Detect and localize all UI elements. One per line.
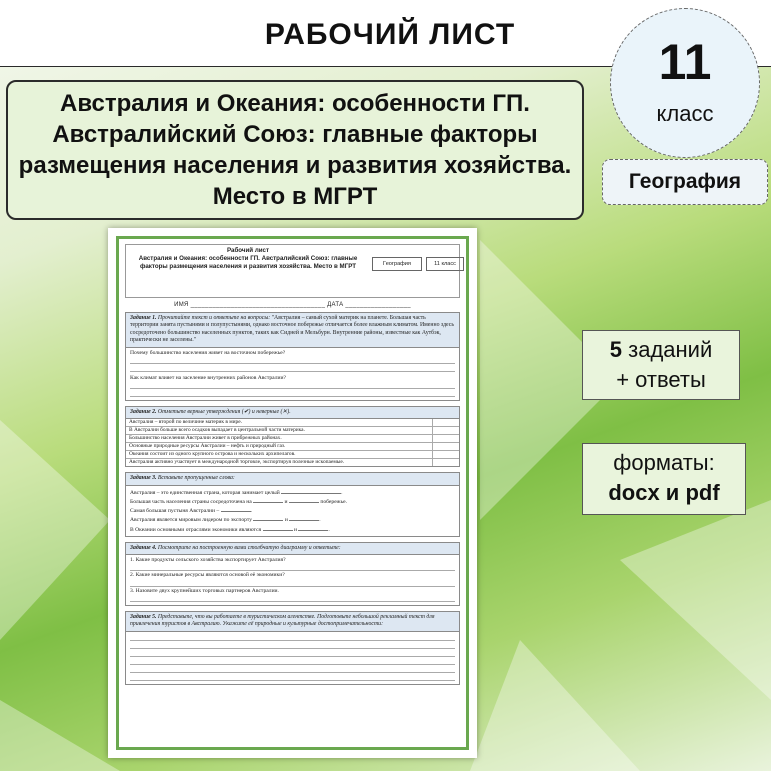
grade-word: класс [656, 101, 714, 126]
answer-line [130, 580, 455, 587]
task-4-question-2: 2. Какие минеральные ресурсы являются основой её экономики? [130, 572, 285, 579]
task-5-header [126, 612, 459, 632]
gap-text: Большая часть населения страны сосредоточена на [130, 499, 252, 506]
task-1-text: "Австралия – самый сухой материк на планете. Большая часть территории занята пустынями и полупустынями, однако восточное побережье отличается более влажным климатом. Именно здесь сосредоточено большинство населенных пунктов, таких как Сидней и Мельбурн. Внутренние районы, известные как Аутбэк, практически не заселены." [130, 315, 454, 344]
blank[interactable] [289, 497, 319, 503]
grade-number: 11 [658, 34, 712, 90]
date-label: ДАТА [327, 302, 344, 308]
gap-text: и [293, 526, 297, 533]
statements-table [126, 419, 459, 466]
statement-row [126, 459, 459, 466]
answers-note: + ответы [616, 367, 706, 392]
gap-line-4: Австралия является мировым лидером по экспорту и . [130, 517, 321, 524]
statement-text: Большинство населения Австралии живет в прибрежных районах. [126, 435, 433, 442]
blank[interactable] [281, 488, 341, 494]
mark-cell[interactable] [433, 451, 459, 458]
task-1-question-1: Почему большинство населения живет на восточном побережье? [130, 349, 286, 356]
statement-text: Океания состоит из одного крупного острова и нескольких архипелагов. [126, 451, 433, 458]
worksheet-title-line1: Рабочий лист [226, 247, 270, 254]
gap-text: Австралия является мировым лидером по экспорту [130, 517, 253, 524]
blank[interactable] [221, 506, 251, 512]
worksheet-title [130, 247, 366, 271]
task-4 [125, 542, 460, 606]
worksheet-subject-tag: География [372, 257, 422, 271]
task-4-header [126, 543, 459, 555]
mark-cell[interactable] [433, 419, 459, 426]
gap-text: побережье. [320, 499, 347, 506]
answer-line [130, 642, 455, 649]
answer-line [130, 382, 455, 389]
task-4-body [126, 555, 459, 605]
tasks-count-box [582, 330, 740, 400]
name-label: ИМЯ [174, 302, 189, 308]
mark-cell[interactable] [433, 427, 459, 434]
mark-cell[interactable] [433, 443, 459, 450]
formats-value: docx и pdf [608, 480, 720, 505]
task-4-instruction: Посмотрите на построенную вами столбчатую диаграмму и ответьте: [157, 544, 341, 551]
task-1-header [126, 313, 459, 348]
gap-text: В Океании основными отраслями экономики являются [130, 526, 262, 533]
task-3-body [126, 486, 459, 536]
answer-line [130, 390, 455, 397]
gap-line-5: В Океании основными отраслями экономики являются и . [130, 526, 330, 533]
statement-text: Основные природные ресурсы Австралии – нефть и природный газ. [126, 443, 433, 450]
task-3-instruction: Вставьте пропущенные слова: [157, 475, 235, 482]
blank[interactable] [298, 525, 328, 531]
tasks-count: 5 [609, 337, 622, 362]
task-5 [125, 611, 460, 685]
gap-text: Австралия – это единственная страна, которая занимает целый [130, 489, 280, 496]
answer-line [130, 564, 455, 571]
worksheet-title-topic: Австралия и Океания: особенности ГП. Австралийский Союз: главные факторы размещения населения и развития хозяйства. Место в МГРТ [138, 255, 358, 270]
mark-cell[interactable] [433, 459, 459, 466]
formats-label: форматы: [613, 450, 715, 475]
statement-row [126, 443, 459, 451]
blank[interactable] [289, 515, 319, 521]
task-1-question-2: Как климат влияет на заселение внутренних районов Австралии? [130, 374, 286, 381]
gap-line-1: Австралия – это единственная страна, которая занимает целый . [130, 489, 343, 496]
task-2-instruction: Отметьте верные утверждения (✔) и неверные (✕). [157, 409, 291, 416]
tasks-word: заданий [628, 337, 713, 362]
task-1 [125, 312, 460, 401]
answer-line [130, 674, 455, 681]
subject-tag: География [602, 159, 768, 205]
statement-text: Австралия активно участвует в международной торговле, экспортируя полезные ископаемые. [126, 459, 433, 466]
task-3-header [126, 473, 459, 485]
gap-line-3: Самая большая пустыня Австралии – . [130, 508, 253, 515]
statement-text: Австралия – второй по величине материк в мире. [126, 419, 433, 426]
task-4-question-1: 1. Какие продукты сельского хозяйства экспортирует Австралия? [130, 557, 286, 564]
statement-text: В Австралии больше всего осадков выпадает в центральной части материка. [126, 427, 433, 434]
answer-line [130, 666, 455, 673]
task-2-label: Задание 2. [130, 409, 157, 416]
task-5-instruction: Представьте, что вы работаете в туристическом агентстве. Подготовьте небольшой рекламный текст для привлечения туристов в Австралию. Укажите её природные и культурные достопримечательности: [130, 613, 435, 628]
gap-text: и [284, 499, 288, 506]
task-4-label: Задание 4. [130, 544, 157, 551]
task-3-label: Задание 3. [130, 475, 157, 482]
task-5-body [126, 632, 459, 684]
grade-badge [610, 8, 760, 158]
task-3 [125, 472, 460, 536]
task-2-header [126, 407, 459, 419]
answer-line [130, 634, 455, 641]
answer-line [130, 595, 455, 602]
mark-cell[interactable] [433, 435, 459, 442]
task-1-label: Задание 1. [130, 315, 157, 321]
blank[interactable] [253, 497, 283, 503]
task-5-label: Задание 5. [130, 613, 157, 620]
answer-line [130, 365, 455, 372]
answer-line [130, 658, 455, 665]
task-2 [125, 406, 460, 467]
gap-line-2 [130, 497, 455, 506]
worksheet-frame [116, 236, 469, 750]
name-date-line: ИМЯ _____________________________________ ДАТА __________________ [174, 302, 411, 308]
answer-line [130, 650, 455, 657]
gap-text: Самая большая пустыня Австралии – [130, 508, 220, 515]
blank[interactable] [253, 515, 283, 521]
task-1-instruction: Прочитайте текст и ответьте на вопросы: [157, 315, 271, 321]
task-4-question-3: 3. Назовите двух крупнейших торговых партнеров Австралии. [130, 587, 279, 594]
answer-line [130, 357, 455, 364]
task-1-body [126, 348, 459, 400]
topic-title: Австралия и Океания: особенности ГП. Австралийский Союз: главные факторы размещения населения и развития хозяйства. Место в МГРТ [18, 90, 572, 210]
topic-box [6, 80, 584, 220]
worksheet-preview [108, 228, 477, 758]
worksheet-grade-tag: 11 класс [426, 257, 464, 271]
worksheet-header [125, 244, 460, 298]
blank[interactable] [263, 525, 293, 531]
gap-text: и [284, 517, 288, 524]
formats-box [582, 443, 746, 515]
page-title: РАБОЧИЙ ЛИСТ [264, 18, 516, 51]
